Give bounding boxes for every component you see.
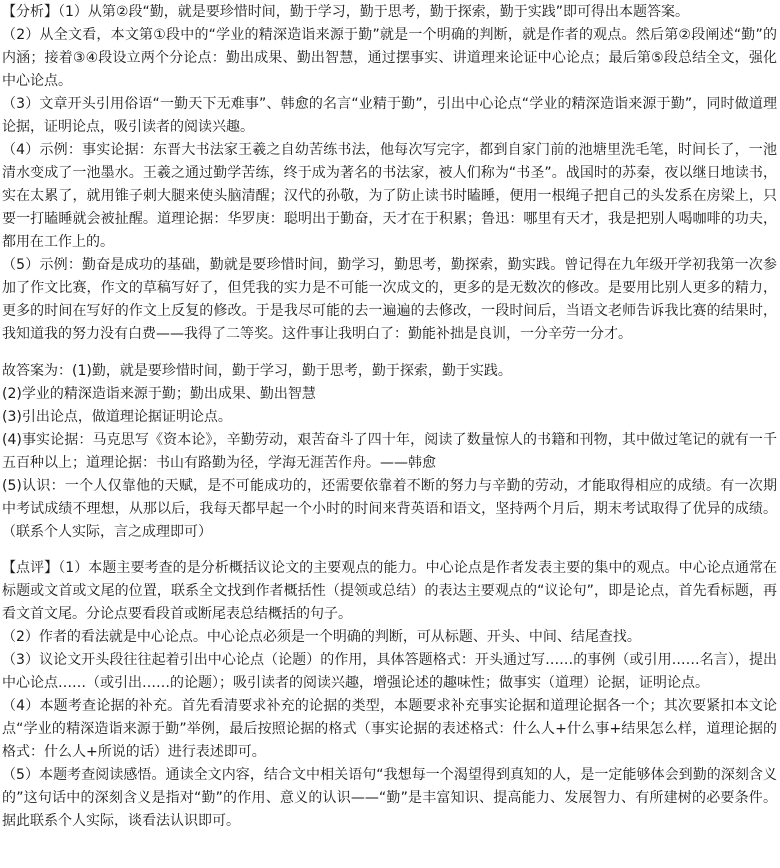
answer-item-5: (5)认识：一个人仅靠他的天赋，是不可能成功的，还需要依靠着不断的努力与辛勤的劳动，才能取得相应的成绩。有一次期中考试成绩不理想，从那以后，我每天都早起一个小时的时间来背英语和语文，坚持两个月后，期末考试取得了优异的成绩。（联系个人实际，言之成理即可） [2, 478, 777, 540]
section-spacer [2, 346, 777, 360]
comment-section [2, 557, 777, 833]
comment-item-5: （5）本题考查阅读感悟。通读全文内容，结合文中相关语句“我想每一个渴望得到真知的人，是一定能够体会到勤的深刻含义的”这句话中的深刻含义是指对“勤”的作用、意义的认识——“勤”是丰富知识、提高能力、发展智力、有所建树的必要条件。据此联系个人实际，谈看法认识即可。 [2, 767, 777, 829]
answer-item-2: (2)学业的精深造诣来源于勤；勤出成果、勤出智慧 [2, 386, 316, 402]
analysis-item-3: （3）文章开头引用俗语“一勤天下无难事”、韩愈的名言“业精于勤”，引出中心论点“学业的精深造诣来源于勤”，同时做道理论据，证明论点，吸引读者的阅读兴趣。 [2, 96, 777, 135]
analysis-item-2: （2）从全文看，本文第①段中的“学业的精深造诣来源于勤”就是一个明确的判断，就是作者的观点。然后第②段阐述“勤”的内涵；接着③④段设立两个分论点：勤出成果、勤出智慧，通过摆事实、讲道理来论证中心论点；最后第⑤段总结全文，强化中心论点。 [2, 27, 777, 89]
section-spacer [2, 544, 777, 557]
analysis-item-1: 【分析】（1）从第②段“勤，就是要珍惜时间，勤于学习，勤于思考，勤于探索，勤于实践”即可得出本题答案。 [2, 4, 689, 20]
analysis-section [2, 1, 777, 346]
comment-item-3: （3）议论文开头段往往起着引出中心论点（论题）的作用，具体答题格式：开头通过写……的事例（或引用……名言），提出中心论点……（或引出……的论题）；吸引读者的阅读兴趣，增强论述的趣味性；做事实（道理）论据，证明论点。 [2, 652, 777, 691]
answer-item-3: (3)引出论点，做道理论据证明论点。 [2, 409, 232, 425]
answer-item-1: 故答案为：(1)勤，就是要珍惜时间，勤于学习，勤于思考，勤于探索，勤于实践。 [2, 363, 512, 379]
analysis-item-4: （4）示例：事实论据：东晋大书法家王羲之自幼苦练书法，他每次写完字，都到自家门前的池塘里洗毛笔，时间长了，一池清水变成了一池墨水。王羲之通过勤学苦练，终于成为著名的书法家，被人们称为“书圣”。战国时的苏秦，夜以继日地读书，实在太累了，就用锥子刺大腿来使头脑清醒；汉代的孙敬，为了防止读书时瞌睡，便用一根绳子把自己的头发系在房梁上，只要一打瞌睡就会被扯醒。道理论据：华罗庚：聪明出于勤奋，天才在于积累；鲁迅：哪里有天才，我是把别人喝咖啡的功夫，都用在工作上的。 [2, 142, 777, 250]
comment-item-2: （2）作者的看法就是中心论点。中心论点必须是一个明确的判断，可从标题、开头、中间、结尾查找。 [2, 629, 641, 645]
comment-item-1: 【点评】（1）本题主要考查的是分析概括议论文的主要观点的能力。中心论点是作者发表主要的集中的观点。中心论点通常在标题或文首或文尾的位置，联系全文找到作者概括性（提领或总结）的表达主要观点的“议论句”，即是论点，首先看标题，再看文首文尾。分论点要看段首或断尾表总结概括的句子。 [2, 560, 777, 622]
answer-section [2, 360, 777, 544]
answer-item-4: (4)事实论据：马克思写《资本论》，辛勤劳动，艰苦奋斗了四十年，阅读了数量惊人的书籍和刊物，其中做过笔记的就有一千五百种以上；道理论据：书山有路勤为径，学海无涯苦作舟。——韩愈 [2, 432, 777, 471]
comment-item-4: （4）本题考查论据的补充。首先看清要求补充的论据的类型，本题要求补充事实论据和道理论据各一个；其次要紧扣本文论点“学业的精深造诣来源于勤”举例，最后按照论据的格式（事实论据的表述格式：什么人+什么事+结果怎么样，道理论据的格式：什么人+所说的话）进行表述即可。 [2, 698, 777, 760]
analysis-item-5: （5）示例：勤奋是成功的基础，勤就是要珍惜时间，勤学习，勤思考，勤探索，勤实践。曾记得在九年级开学初我第一次参加了作文比赛，作文的草稿写好了，但凭我的实力是不可能一次成文的，更多的是无数次的修改。是要用比别人更多的精力，更多的时间在写好的作文上反复的修改。于是我尽可能的去一遍遍的去修改，一段时间后，当语文老师告诉我比赛的结果时，我知道我的努力没有白费——我得了二等奖。这件事让我明白了：勤能补拙是良训，一分辛劳一分才。 [2, 257, 777, 342]
